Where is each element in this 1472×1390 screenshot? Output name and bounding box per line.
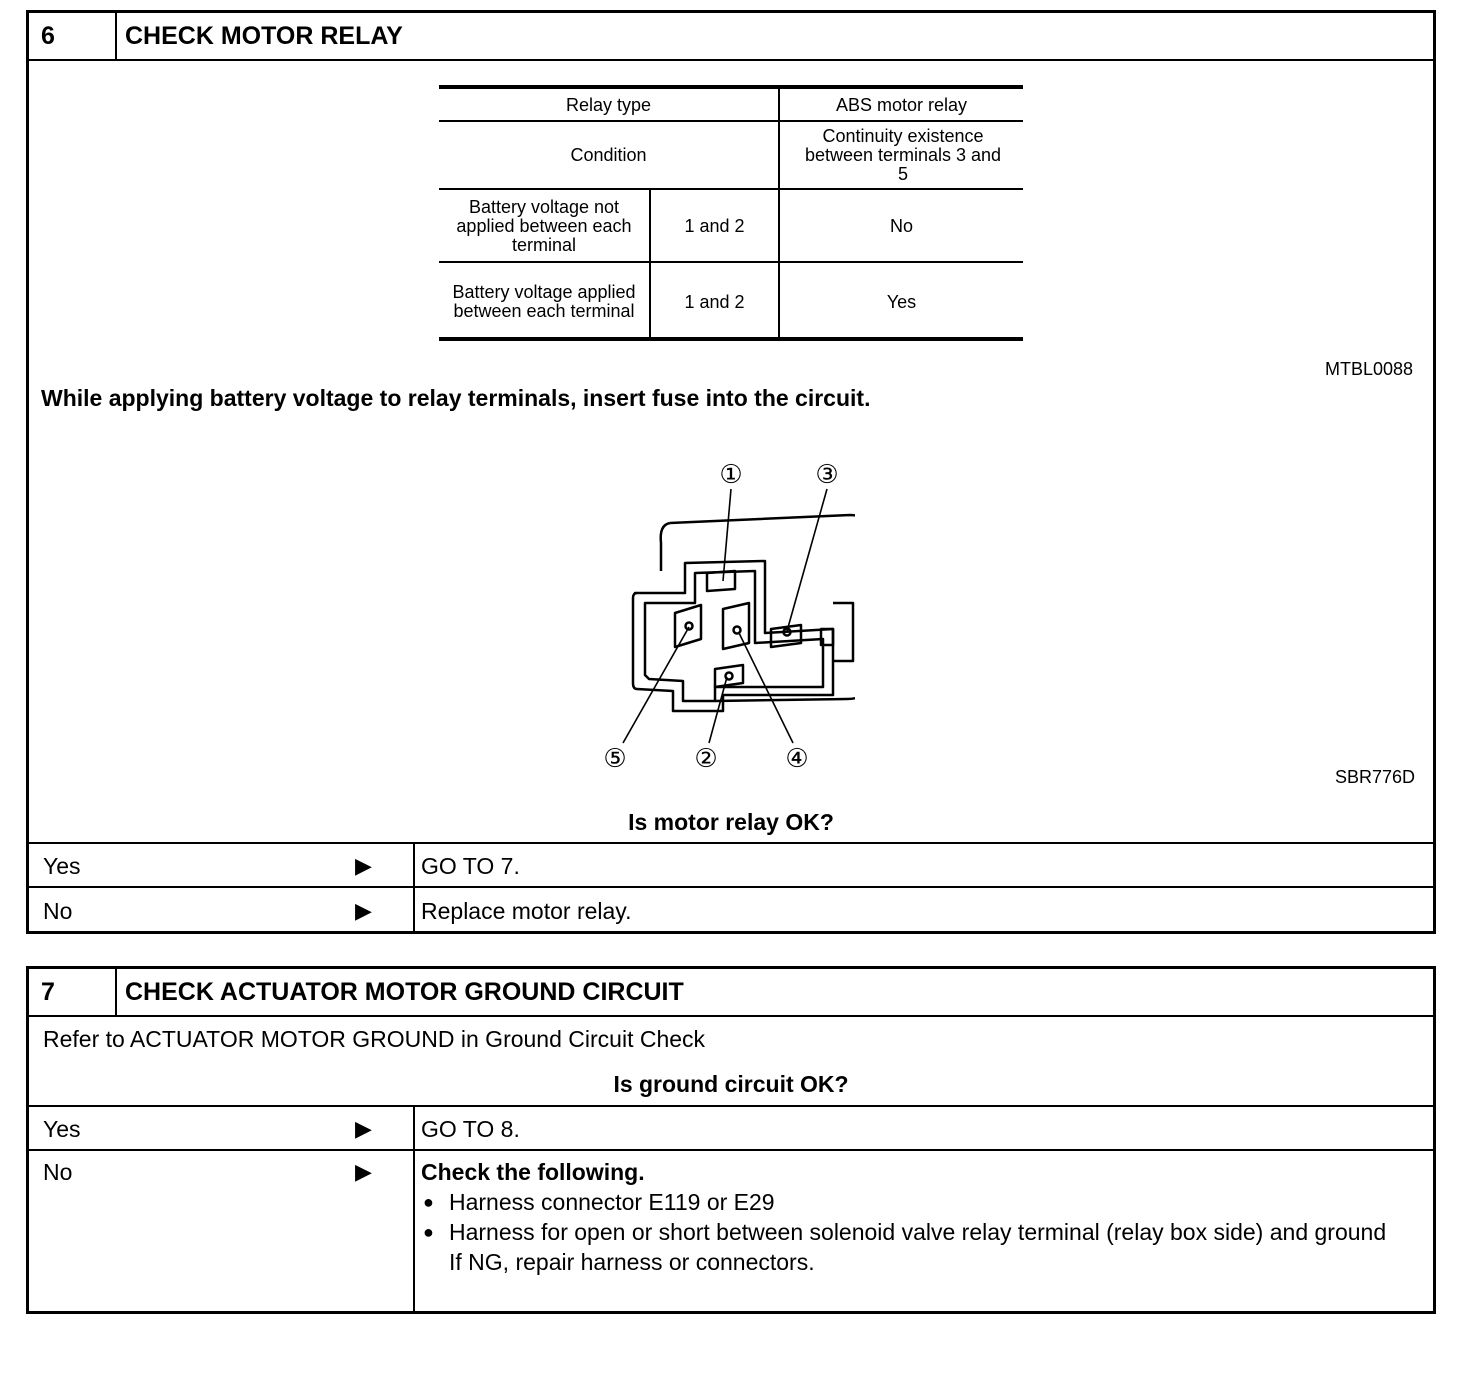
- step-number: 7: [29, 969, 117, 1015]
- row-divider: [413, 1107, 415, 1149]
- check-title: Check the following.: [421, 1159, 645, 1185]
- bullet-icon: ●: [423, 1222, 434, 1242]
- step-number: 6: [29, 13, 117, 59]
- terminal-blade-1: [707, 571, 735, 591]
- bullet-icon: ●: [423, 1192, 434, 1212]
- table-cell-result: Yes: [886, 291, 917, 312]
- list-item-text: Harness connector E119 or E29: [449, 1189, 775, 1215]
- answer-row-no: [29, 886, 1433, 931]
- reference-text: Refer to ACTUATOR MOTOR GROUND in Ground Circuit Check: [43, 1026, 706, 1052]
- row-divider: [413, 888, 415, 931]
- step-title: CHECK ACTUATOR MOTOR GROUND CIRCUIT: [125, 978, 684, 1006]
- relay-housing-front: [633, 561, 833, 711]
- step-question: Is ground circuit OK?: [613, 1071, 849, 1097]
- answer-row-no: [29, 1149, 1433, 1311]
- terminal-label-4: ④: [785, 743, 809, 773]
- step-6-header: [29, 13, 1433, 61]
- terminal-label-5: ⑤: [603, 743, 627, 773]
- continuity-label: Continuity existence between terminals 3 and 5: [804, 126, 1002, 184]
- answer-row-yes: [29, 842, 1433, 886]
- terminal-blade-2: [715, 665, 743, 687]
- answer-action: [421, 1157, 1411, 1277]
- step-7-box: [26, 966, 1436, 1314]
- header-relay-type: Relay type: [565, 94, 652, 115]
- repair-note: If NG, repair harness or connectors.: [449, 1249, 815, 1275]
- table-cell-condition: Battery voltage applied between each terminal: [452, 282, 636, 321]
- answer-label: Yes: [43, 1116, 81, 1142]
- list-item-text: Harness for open or short between solenoid valve relay terminal (relay box side) and ground: [449, 1219, 1387, 1245]
- terminal-hole: [734, 627, 741, 634]
- leader-line-3: [787, 489, 827, 631]
- step-question: Is motor relay OK?: [628, 809, 834, 835]
- terminal-label-2: ②: [694, 743, 718, 773]
- relay-continuity-table: [439, 85, 1023, 341]
- relay-housing-back: [670, 515, 855, 701]
- table-cell-result: No: [889, 216, 913, 236]
- row-divider: [413, 844, 415, 886]
- terminal-blade-5: [675, 605, 701, 647]
- answer-action: GO TO 8.: [421, 1116, 520, 1142]
- arrow-icon: ▶: [355, 1159, 372, 1184]
- answer-label: Yes: [43, 853, 81, 879]
- arrow-icon: ▶: [355, 1116, 372, 1141]
- table-code: MTBL0088: [1325, 359, 1414, 379]
- condition-label: Condition: [570, 145, 647, 165]
- arrow-icon: ▶: [355, 853, 372, 878]
- instruction-text: While applying battery voltage to relay terminals, insert fuse into the circuit.: [41, 385, 871, 411]
- check-list: [421, 1187, 1411, 1247]
- answer-action: GO TO 7.: [421, 853, 520, 879]
- terminal-label-3: ③: [815, 459, 839, 489]
- table-cell-terminals: 1 and 2: [684, 291, 745, 312]
- terminal-label-1: ①: [719, 459, 743, 489]
- header-abs-motor-relay: ABS motor relay: [835, 94, 968, 115]
- step-7-header: [29, 969, 1433, 1017]
- relay-diagram: [565, 443, 855, 773]
- list-item: [421, 1217, 1411, 1247]
- list-item: [421, 1187, 1411, 1217]
- answer-label: No: [43, 898, 73, 924]
- arrow-icon: ▶: [355, 898, 372, 923]
- step-6-box: [26, 10, 1436, 934]
- row-divider: [413, 1151, 415, 1311]
- relay-housing-side: [661, 523, 670, 571]
- leader-line-1: [723, 489, 731, 581]
- answer-action: Replace motor relay.: [421, 898, 632, 924]
- step-title: CHECK MOTOR RELAY: [125, 22, 403, 50]
- figure-code: SBR776D: [1335, 767, 1416, 787]
- answer-row-yes: [29, 1105, 1433, 1149]
- table-cell-terminals: 1 and 2: [684, 216, 745, 236]
- table-cell-condition: Battery voltage not applied between each terminal: [456, 197, 632, 255]
- answer-label: No: [43, 1159, 73, 1185]
- relay-clip: [833, 603, 853, 661]
- relay-socket-inner: [645, 571, 823, 701]
